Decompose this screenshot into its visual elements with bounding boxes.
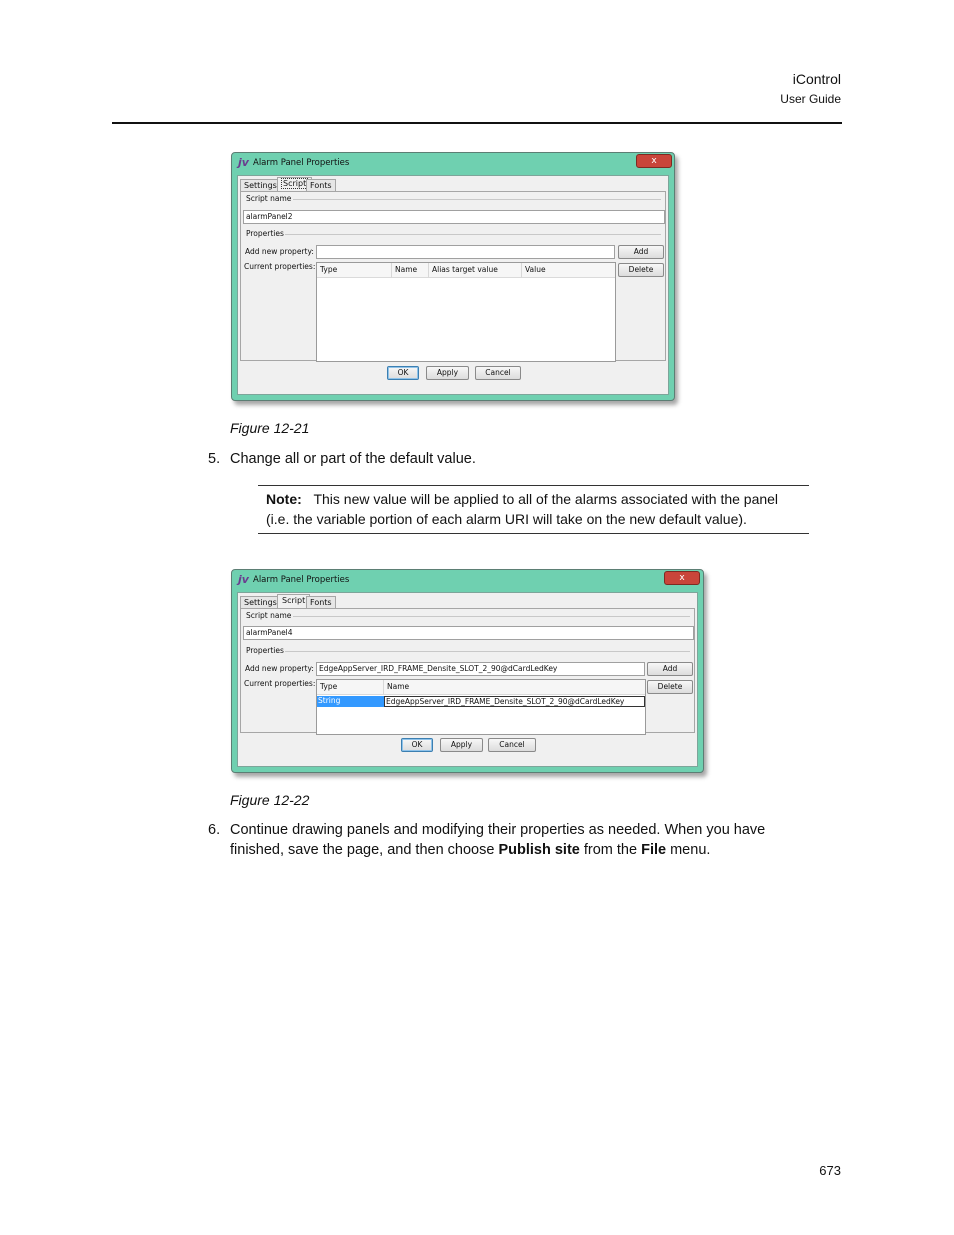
properties-table[interactable] [316, 262, 616, 362]
table-row[interactable] [317, 696, 645, 707]
note-line-1 [266, 489, 801, 509]
page-number: 673 [819, 1163, 841, 1178]
cancel-button[interactable]: Cancel [488, 738, 536, 752]
properties-label: Properties [246, 229, 284, 238]
java-app-icon: jv [238, 156, 249, 169]
add-new-property-field[interactable]: EdgeAppServer_IRD_FRAME_Densite_SLOT_2_90@dCardLedKey [316, 662, 645, 676]
step-6-line-1: Continue drawing panels and modifying their properties as needed. When you have [230, 822, 766, 838]
apply-button[interactable]: Apply [440, 738, 483, 752]
column-header-value[interactable]: Value [525, 265, 546, 274]
tab-fonts-label: Fonts [310, 181, 332, 190]
script-name-group-line [293, 199, 661, 200]
header-rule [112, 122, 842, 124]
table-header [317, 680, 645, 695]
add-new-property-field[interactable] [316, 245, 615, 259]
step-6-text-c: from the [579, 842, 642, 858]
step-6-text-a: finished, save the page, and then choose [230, 842, 499, 858]
column-header-alias-target-value[interactable]: Alias target value [429, 263, 522, 278]
properties-group-line [285, 234, 661, 235]
add-new-property-label: Add new property: [245, 664, 314, 673]
step-6-text-e: menu. [666, 842, 711, 858]
tab-fonts-label: Fonts [310, 598, 332, 607]
step-6-text [230, 820, 765, 860]
delete-button[interactable]: Delete [647, 680, 693, 694]
properties-table[interactable] [316, 679, 646, 735]
close-button[interactable]: x [636, 154, 672, 168]
script-name-group-line [293, 616, 690, 617]
dialog-client [237, 592, 698, 767]
close-button[interactable]: x [664, 571, 700, 585]
note-text-2: (i.e. the variable portion of each alarm URI will take on the new default value). [266, 511, 747, 527]
figure-caption-12-22: Figure 12-22 [230, 792, 310, 808]
apply-button[interactable]: Apply [426, 366, 469, 380]
delete-button[interactable]: Delete [618, 263, 664, 277]
properties-label: Properties [246, 646, 284, 655]
file-menu-term: File [641, 842, 667, 858]
properties-group-line [285, 651, 690, 652]
header-title: iControl [792, 71, 841, 87]
table-header [317, 263, 615, 278]
tab-script-label: Script [283, 179, 307, 188]
dialog-client [237, 175, 669, 395]
tab-settings-label: Settings [244, 598, 277, 607]
figure-caption-12-21: Figure 12-21 [230, 420, 310, 436]
dialog-title: Alarm Panel Properties [253, 158, 350, 168]
java-app-icon: jv [238, 573, 249, 586]
step-6 [208, 820, 828, 860]
ok-button[interactable]: OK [387, 366, 419, 380]
cell-type[interactable]: String [317, 696, 384, 707]
dialog-titlebar[interactable] [232, 570, 703, 592]
add-new-property-label: Add new property: [245, 247, 314, 256]
column-header-type[interactable]: Type [317, 263, 392, 278]
alarm-panel-properties-dialog-2 [231, 569, 704, 773]
cancel-button[interactable]: Cancel [475, 366, 521, 380]
column-header-type[interactable]: Type [317, 680, 384, 695]
alarm-panel-properties-dialog-1 [231, 152, 675, 401]
header-subtitle: User Guide [780, 92, 841, 106]
script-tab-panel [240, 608, 695, 733]
script-name-label: Script name [246, 611, 292, 620]
note-box [258, 485, 809, 534]
column-header-name[interactable]: Name [392, 263, 429, 278]
current-properties-label: Current properties: [244, 262, 316, 271]
step-5-number: 5. [208, 451, 221, 467]
step-5 [208, 449, 828, 469]
script-tab-panel [240, 191, 666, 361]
publish-site-term: Publish site [498, 842, 580, 858]
script-name-field[interactable]: alarmPanel2 [243, 210, 665, 224]
dialog-button-bar [238, 362, 668, 394]
step-6-number: 6. [208, 822, 221, 838]
step-6-line-2 [230, 840, 765, 860]
add-button[interactable]: Add [618, 245, 664, 259]
tab-settings-label: Settings [244, 181, 277, 190]
tab-script-label: Script [282, 596, 306, 605]
script-name-label: Script name [246, 194, 292, 203]
script-name-field[interactable]: alarmPanel4 [243, 626, 694, 640]
ok-button[interactable]: OK [401, 738, 433, 752]
step-5-text: Change all or part of the default value. [230, 451, 476, 467]
current-properties-label: Current properties: [244, 679, 316, 688]
cell-name-editor[interactable]: EdgeAppServer_IRD_FRAME_Densite_SLOT_2_90@dCardLedKey [384, 696, 645, 707]
column-header-name[interactable]: Name [387, 682, 410, 691]
note-label: Note: [266, 491, 302, 507]
note-text-1: This new value will be applied to all of the alarms associated with the panel [313, 491, 779, 507]
add-button[interactable]: Add [647, 662, 693, 676]
dialog-title: Alarm Panel Properties [253, 575, 350, 585]
dialog-button-bar [238, 734, 697, 766]
dialog-titlebar[interactable] [232, 153, 674, 175]
